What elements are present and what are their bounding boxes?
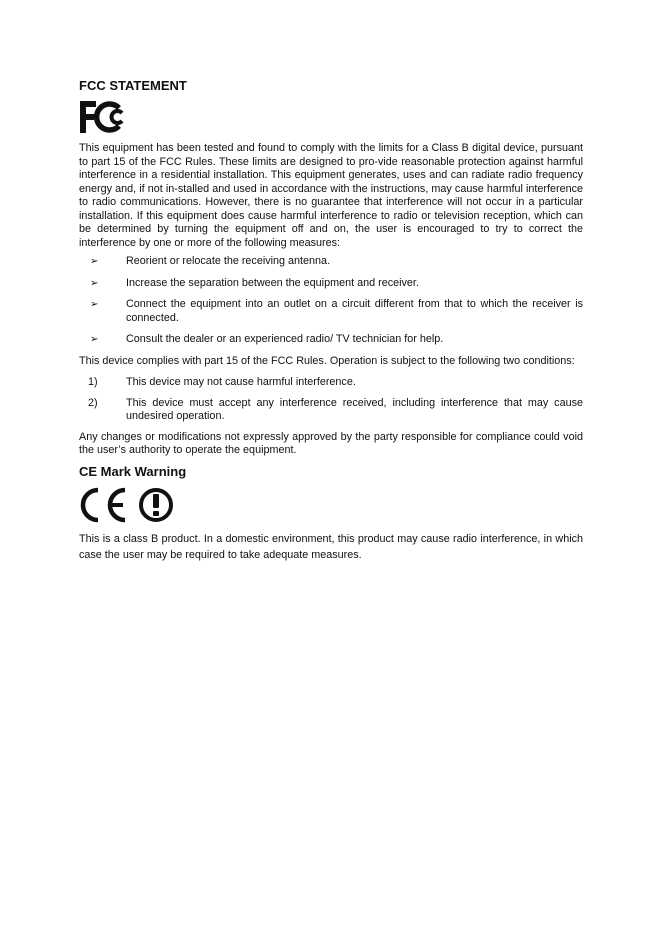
changes-paragraph: Any changes or modifications not expressly approved by the party responsible for compliance could void the user’s authority to operate the equipment. [79, 430, 583, 456]
ce-paragraph: This is a class B product. In a domestic environment, this product may cause radio interference, in which case the user may be required to take adequate measures. [79, 532, 583, 561]
list-item: ➢ Reorient or relocate the receiving antenna. [90, 255, 331, 267]
list-item: 2) This device must accept any interference received, including interference that may cause undesired operation. [88, 396, 583, 422]
fcc-intro-paragraph: This equipment has been tested and found to comply with the limits for a Class B digital device, pursuant to part 15 of the FCC Rules. These limits are designed to pro-vide reasonable protection against harmful interference in a residential installation. This equipment generates, uses and can radiate radio frequency energy and, if not in-stalled and used in accordance with the instructions, may cause harmful interference to radio communications. However, there is no guarantee that interference will not occur in a particular installation. If this equipment does cause harmful interference to radio or television reception, which can be determined by turning the equipment off and on, the user is encouraged to try to correct the interference by one or more of the following measures: [79, 142, 583, 249]
document-page [79, 78, 583, 563]
fcc-logo-icon [79, 99, 127, 135]
item-number: 1) [88, 376, 98, 388]
measures-list [79, 255, 583, 347]
arrow-bullet-icon: ➢ [90, 334, 99, 345]
list-item: ➢ Consult the dealer or an experienced radio/ TV technician for help. [90, 333, 444, 345]
list-item: 1) This device may not cause harmful interference. [88, 376, 356, 388]
conditions-list [79, 376, 583, 424]
arrow-bullet-icon: ➢ [90, 277, 99, 289]
ce-alert-mark-icon [79, 486, 175, 524]
compliance-paragraph: This device complies with part 15 of the FCC Rules. Operation is subject to the following two conditions: [79, 354, 575, 367]
ce-warning-heading: CE Mark Warning [79, 463, 187, 479]
list-item: ➢ Increase the separation between the equipment and receiver. [90, 276, 419, 289]
item-number: 2) [88, 396, 98, 409]
fcc-statement-heading: FCC STATEMENT [79, 78, 187, 93]
arrow-bullet-icon: ➢ [90, 299, 99, 310]
list-item: ➢ Connect the equipment into an outlet on a circuit different from that to which the receiver is connected. [90, 298, 583, 324]
arrow-bullet-icon: ➢ [90, 256, 99, 267]
